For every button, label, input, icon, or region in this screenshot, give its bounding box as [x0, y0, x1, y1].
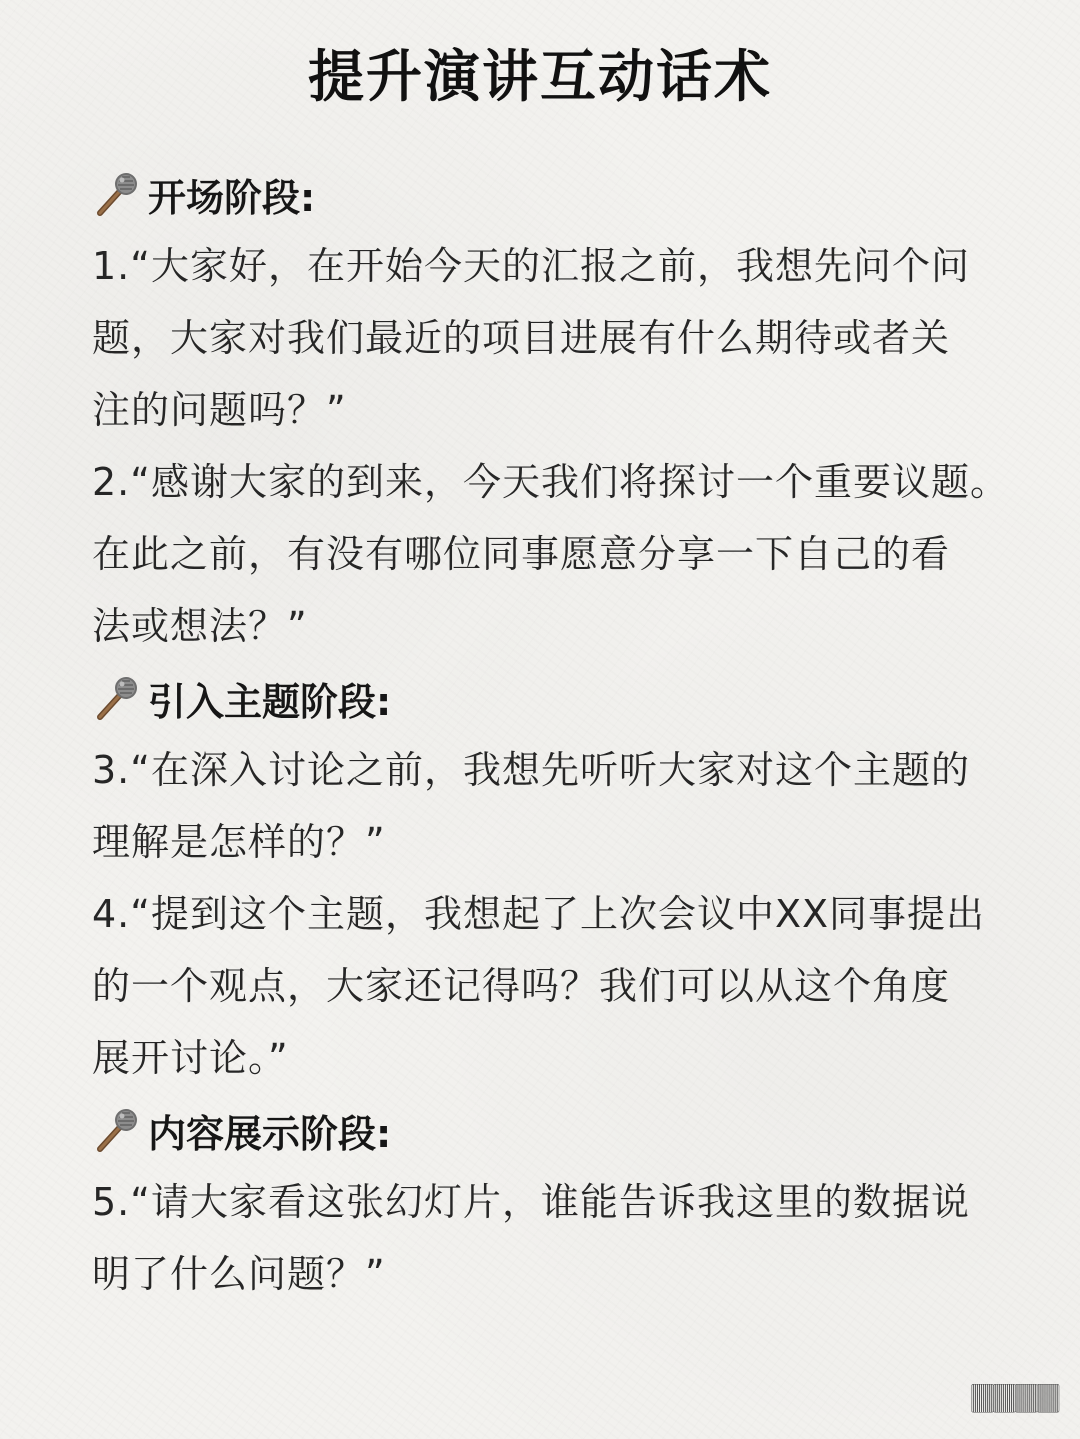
- item-line: 的一个观点，大家还记得吗？我们可以从这个角度: [92, 964, 951, 1008]
- section-heading-label: 开场阶段:: [148, 175, 316, 220]
- item-line: 法或想法？”: [92, 604, 308, 648]
- item-line: 注的问题吗？”: [92, 388, 347, 432]
- item-line: 2.“感谢大家的到来，今天我们将探讨一个重要议题。: [92, 460, 1009, 504]
- item-line: 1.“大家好，在开始今天的汇报之前，我想先问个问: [92, 244, 970, 288]
- list-item: [92, 230, 1022, 446]
- content-body: [92, 158, 1022, 1310]
- item-line: 在此之前，有没有哪位同事愿意分享一下自己的看: [92, 532, 951, 576]
- section-heading-opening: [92, 158, 1022, 230]
- item-line: 题，大家对我们最近的项目进展有什么期待或者关: [92, 316, 951, 360]
- section-heading-intro: [92, 662, 1022, 734]
- page-title: 提升演讲互动话术: [308, 45, 772, 110]
- microphone-icon: [92, 673, 142, 723]
- microphone-icon: [92, 169, 142, 219]
- list-item: [92, 446, 1022, 662]
- item-line: 5.“请大家看这张幻灯片，谁能告诉我这里的数据说: [92, 1180, 970, 1224]
- microphone-icon: [92, 1105, 142, 1155]
- watermark: 🀫🀫🀫🀫: [970, 1380, 1058, 1415]
- section-heading-label: 内容展示阶段:: [148, 1111, 392, 1156]
- item-line: 明了什么问题？”: [92, 1252, 386, 1296]
- list-item: [92, 1166, 1022, 1310]
- item-line: 3.“在深入讨论之前，我想先听听大家对这个主题的: [92, 748, 970, 792]
- list-item: [92, 878, 1022, 1094]
- item-line: 展开讨论。”: [92, 1036, 289, 1080]
- section-heading-content: [92, 1094, 1022, 1166]
- item-line: 4.“提到这个主题，我想起了上次会议中XX同事提出: [92, 892, 986, 936]
- item-line: 理解是怎样的？”: [92, 820, 386, 864]
- section-heading-label: 引入主题阶段:: [148, 679, 392, 724]
- list-item: [92, 734, 1022, 878]
